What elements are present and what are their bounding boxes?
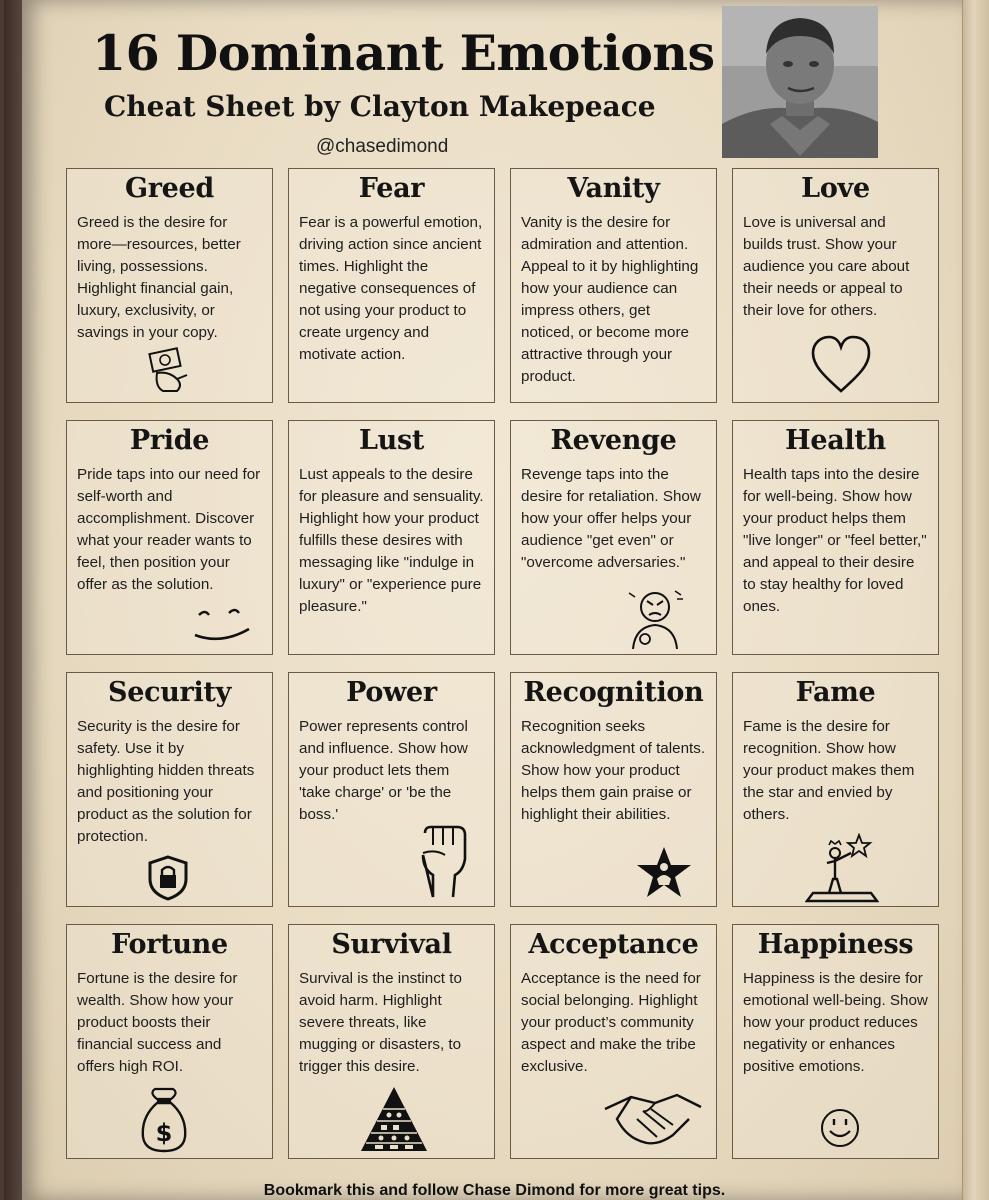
- card-happiness: [732, 924, 939, 1159]
- card-fortune: [66, 924, 273, 1159]
- card-title: Survival: [331, 929, 452, 960]
- card-text: Recognition seeks acknowledgment of talents. Show how your product helps them gain praise or highlight their abilities.: [521, 718, 706, 823]
- heart-icon: [809, 333, 873, 395]
- raised-fist-icon: [417, 823, 469, 899]
- card-recognition: [510, 672, 717, 907]
- star-person-icon: [635, 845, 693, 899]
- card-title: Fame: [795, 677, 876, 708]
- author-handle: @chasedimond: [316, 136, 449, 157]
- card-love: [732, 168, 939, 403]
- card-text: Love is universal and builds trust. Show your audience you care about their needs or appeal to their love for others.: [743, 214, 910, 319]
- card-title: Happiness: [757, 929, 914, 960]
- card-title: Greed: [124, 173, 215, 204]
- card-title: Security: [108, 677, 231, 708]
- money-hand-icon: [147, 347, 191, 395]
- handshake-icon: [603, 1089, 703, 1147]
- card-text: Power represents control and influence. Show how your product lets them 'take charge' or 'be the boss.': [299, 718, 468, 823]
- card-text: Fear is a powerful emotion, driving action since ancient times. Highlight the negative consequences of not using your product to create urgency and motivate action.: [299, 214, 483, 363]
- card-text: Vanity is the desire for admiration and attention. Appeal to it by highlighting how your audience can impress others, get noticed, or become more attractive through your product.: [521, 214, 699, 385]
- card-title: Power: [346, 677, 437, 708]
- shield-lock-icon: [147, 855, 189, 901]
- smiley-icon: [819, 1107, 861, 1149]
- card-title: Fortune: [111, 929, 228, 960]
- card-revenge: [510, 420, 717, 655]
- card-text: Greed is the desire for more—resources, better living, possessions. Highlight financial gain, luxury, exclusivity, or savings in your copy.: [77, 214, 241, 341]
- card-vanity: [510, 168, 717, 403]
- needs-pyramid-icon: [359, 1085, 429, 1153]
- page-title: 16 Dominant Emotions: [92, 24, 715, 82]
- card-title: Pride: [129, 425, 210, 456]
- angry-person-icon: [625, 587, 685, 649]
- card-title: Fear: [358, 173, 425, 204]
- star-podium-icon: [805, 833, 879, 903]
- card-text: Lust appeals to the desire for pleasure and sensuality. Highlight how your product fulfills these desires with messaging like "indulge in luxury" or "experience pure pleasure.": [299, 466, 484, 615]
- card-power: [288, 672, 495, 907]
- card-lust: [288, 420, 495, 655]
- card-text: Revenge taps into the desire for retaliation. Show how your offer helps your audience "get even" or "overcome adversaries.": [521, 466, 701, 571]
- card-text: Pride taps into our need for self-worth and accomplishment. Discover what your reader wants to feel, then position your offer as the solution.: [77, 466, 261, 593]
- card-title: Recognition: [523, 677, 704, 708]
- card-text: Health taps into the desire for well-being. Show how your product helps them "live longer" or "feel better," and appeal to their desire to stay healthy for loved ones.: [743, 466, 927, 615]
- card-title: Vanity: [567, 173, 660, 204]
- money-bag-icon: [139, 1085, 189, 1155]
- card-title: Love: [801, 173, 870, 204]
- card-text: Security is the desire for safety. Use it by highlighting hidden threats and positioning your product as the solution for protection.: [77, 718, 255, 845]
- card-text: Acceptance is the need for social belonging. Highlight your product’s community aspect and make the tribe exclusive.: [521, 970, 701, 1075]
- card-security: [66, 672, 273, 907]
- card-greed: [66, 168, 273, 403]
- card-fame: [732, 672, 939, 907]
- card-health: [732, 420, 939, 655]
- author-portrait: [722, 6, 878, 158]
- card-text: Fortune is the desire for wealth. Show how your product boosts their financial success and offers high ROI.: [77, 970, 238, 1075]
- page-subtitle: Cheat Sheet by Clayton Makepeace: [104, 90, 656, 123]
- card-text: Happiness is the desire for emotional well-being. Show how your product reduces negativity or enhances positive emotions.: [743, 970, 928, 1075]
- card-text: Fame is the desire for recognition. Show how your product makes them the star and envied by others.: [743, 718, 915, 823]
- card-title: Lust: [358, 425, 425, 456]
- card-text: Survival is the instinct to avoid harm. Highlight severe threats, like mugging or disasters, to trigger this desire.: [299, 970, 462, 1075]
- card-pride: [66, 420, 273, 655]
- svg-text:$: $: [155, 1119, 173, 1147]
- emotion-grid: [66, 168, 939, 1159]
- card-acceptance: [510, 924, 717, 1159]
- smirk-face-icon: [191, 607, 255, 645]
- footer-cta: Bookmark this and follow Chase Dimond for more great tips.: [263, 1182, 726, 1199]
- card-fear: [288, 168, 495, 403]
- page-edge: [962, 0, 989, 1200]
- card-title: Acceptance: [528, 929, 699, 960]
- card-title: Revenge: [550, 425, 677, 456]
- card-survival: [288, 924, 495, 1159]
- card-title: Health: [785, 425, 886, 456]
